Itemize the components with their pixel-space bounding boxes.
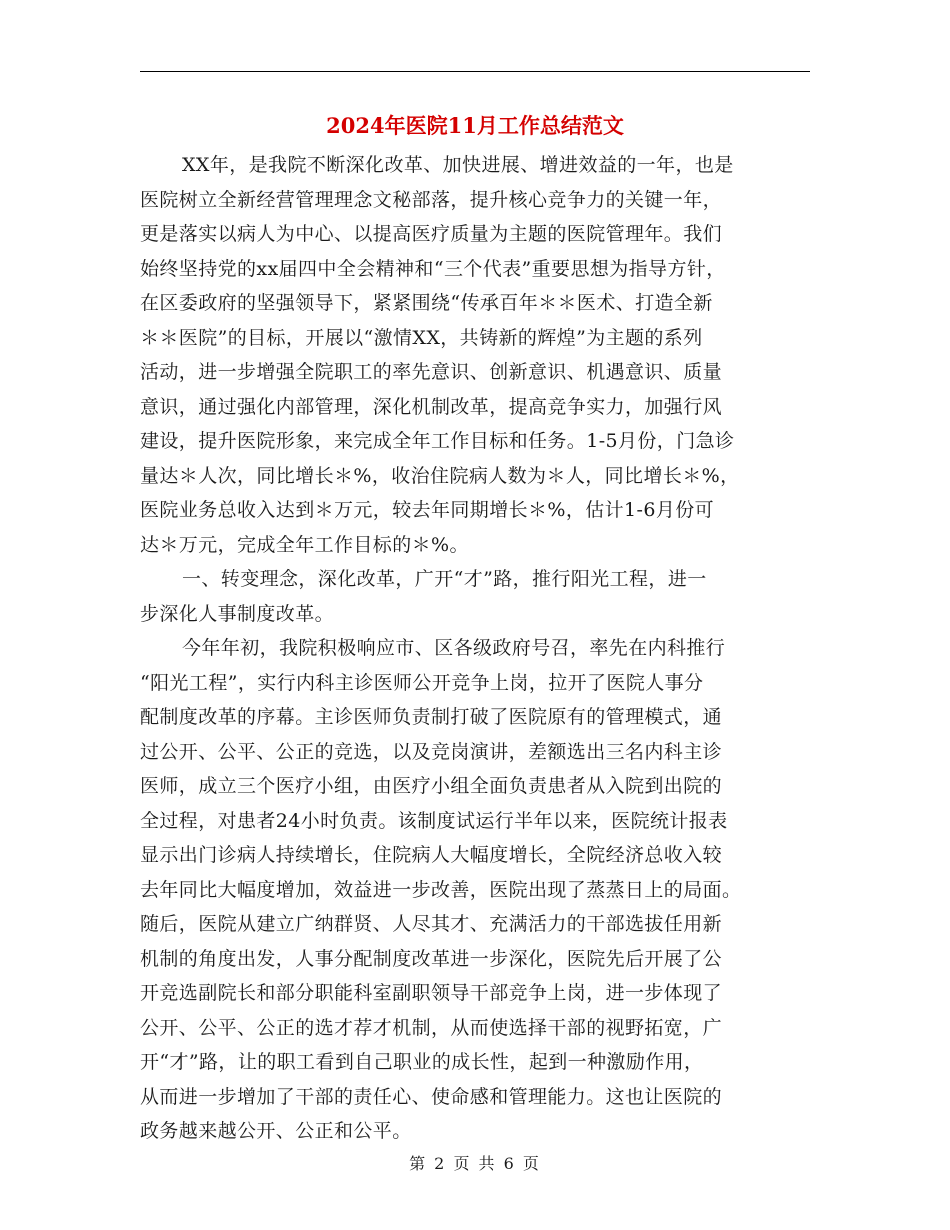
paragraph-line: ＊＊医院”的目标，开展以“激情XX，共铸新的辉煌”为主题的系列 (140, 326, 703, 349)
paragraph-line: 建设，提升医院形象，来完成全年工作目标和任务。1-5月份，门急诊 (140, 430, 735, 452)
paragraph-intro (140, 148, 810, 562)
paragraph-line: 在区委政府的坚强领导下，紧紧围绕“传承百年＊＊医术、打造全新 (140, 292, 713, 314)
section-heading-1 (140, 562, 810, 631)
paragraph-line: 公开、公平、公正的选才荐才机制，从而使选择干部的视野拓宽，广 (140, 1016, 723, 1039)
paragraph-line: “阳光工程”，实行内科主诊医师公开竞争上岗，拉开了医院人事分 (140, 671, 704, 694)
paragraph-line: 配制度改革的序幕。主诊医师负责制打破了医院原有的管理模式，通 (140, 706, 723, 728)
paragraph-line: 过公开、公平、公正的竞选，以及竞岗演讲，差额选出三名内科主诊 (140, 740, 723, 763)
header-rule (140, 71, 810, 72)
paragraph-line: 政务越来越公开、公正和公平。 (140, 1120, 412, 1142)
paragraph-reform (140, 631, 810, 1149)
section-heading-line: 步深化人事制度改革。 (140, 602, 335, 625)
paragraph-line: 活动，进一步增强全院职工的率先意识、创新意识、机遇意识、质量 (140, 361, 723, 383)
paragraph-line: 显示出门诊病人持续增长，住院病人大幅度增长，全院经济总收入较 (140, 844, 723, 866)
paragraph-line: 意识，通过强化内部管理，深化机制改革，提高竞争实力，加强行风 (140, 395, 723, 418)
paragraph-line: 去年同比大幅度增加，效益进一步改善，医院出现了蒸蒸日上的局面。 (140, 878, 742, 901)
paragraph-line: 医院业务总收入达到＊万元，较去年同期增长＊%，估计1-6月份可 (140, 499, 715, 521)
paragraph-line: 达＊万元，完成全年工作目标的＊%。 (140, 533, 469, 556)
paragraph-line: XX年，是我院不断深化改革、加快进展、增进效益的一年，也是 (182, 154, 734, 176)
paragraph-line: 随后，医院从建立广纳群贤、人尽其才、充满活力的干部选拔任用新 (140, 913, 723, 935)
section-heading-line: 一、转变理念，深化改革，广开“才”路，推行阳光工程，进一 (182, 568, 707, 590)
paragraph-line: 机制的角度出发，人事分配制度改革进一步深化，医院先后开展了公 (140, 947, 723, 970)
paragraph-line: 量达＊人次，同比增长＊%，收治住院病人数为＊人，同比增长＊%， (140, 464, 740, 487)
paragraph-line: 今年年初，我院积极响应市、区各级政府号召，率先在内科推行 (182, 637, 726, 659)
paragraph-line: 始终坚持党的xx届四中全会精神和“三个代表”重要思想为指导方针， (140, 257, 726, 280)
page-number-footer: 第 2 页 共 6 页 (409, 1154, 541, 1173)
document-body (140, 148, 810, 1149)
paragraph-line: 全过程，对患者24小时负责。该制度试运行半年以来，医院统计报表 (140, 809, 728, 832)
paragraph-line: 从而进一步增加了干部的责任心、使命感和管理能力。这也让医院的 (140, 1085, 723, 1108)
paragraph-line: 医师，成立三个医疗小组，由医疗小组全面负责患者从入院到出院的 (140, 775, 723, 797)
paragraph-line: 开“才”路，让的职工看到自己职业的成长性，起到一种激励作用， (140, 1051, 704, 1073)
paragraph-line: 开竞选副院长和部分职能科室副职领导干部竞争上岗，进一步体现了 (140, 982, 723, 1004)
paragraph-line: 医院树立全新经营管理理念文秘部落，提升核心竞争力的关键一年， (140, 188, 723, 211)
document-title: 2024年医院11月工作总结范文 (326, 113, 624, 138)
paragraph-line: 更是落实以病人为中心、以提高医疗质量为主题的医院管理年。我们 (140, 223, 723, 245)
